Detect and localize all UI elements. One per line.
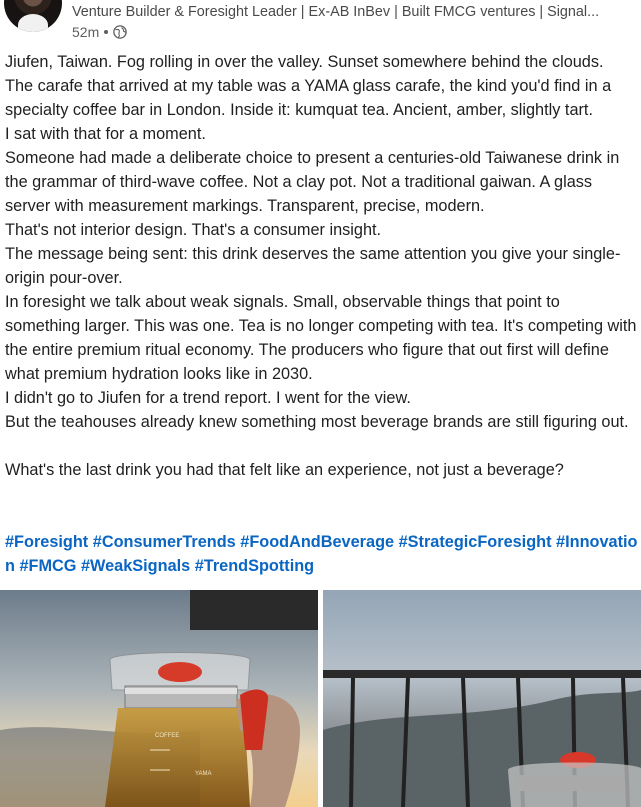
- hashtag-link[interactable]: #TrendSpotting: [194, 557, 315, 575]
- hashtag-list: [5, 530, 638, 578]
- hashtag-link[interactable]: #FMCG: [19, 557, 77, 575]
- post-paragraph: But the teahouses already knew something most beverage brands are still figuring out.: [5, 413, 629, 431]
- author-subtitle: Venture Builder & Foresight Leader | Ex-AB InBev | Built FMCG ventures | Signal...: [72, 4, 600, 20]
- hashtag-link[interactable]: #ConsumerTrends: [92, 533, 236, 551]
- post-meta: [72, 23, 127, 41]
- carafe-label-coffee: COFFEE: [155, 733, 180, 739]
- post-paragraph: The message being sent: this drink deserves the same attention you give your single-origin pour-over.: [5, 245, 621, 287]
- paragraph-spacer: [5, 434, 638, 458]
- globe-icon: [113, 25, 127, 39]
- balcony-photo-illustration: [323, 590, 641, 807]
- post-header: [0, 0, 641, 44]
- separator-dot: [104, 30, 108, 34]
- post-paragraph: I sat with that for a moment.: [5, 125, 206, 143]
- post-paragraph: I didn't go to Jiufen for a trend report. I went for the view.: [5, 389, 411, 407]
- hashtag-link[interactable]: #Foresight: [5, 533, 89, 551]
- post-paragraph: In foresight we talk about weak signals. Small, observable things that point to something larger. This was one. Tea is no longer competing with tea. It's competing with the entire premium ritual economy. The producers who figure that out first will define what premium hydration looks like in 2030.: [5, 293, 637, 383]
- post-paragraph: Jiufen, Taiwan. Fog rolling in over the valley. Sunset somewhere behind the clouds.: [5, 53, 604, 71]
- post-question: What's the last drink you had that felt like an experience, not just a beverage?: [5, 461, 564, 479]
- photo-balcony-view[interactable]: [323, 590, 641, 807]
- carafe-photo-illustration: [0, 590, 318, 807]
- carafe-label-yama: YAMA: [195, 771, 212, 777]
- hashtag-link[interactable]: #WeakSignals: [81, 557, 191, 575]
- post-paragraph: The carafe that arrived at my table was a YAMA glass carafe, the kind you'd find in a specialty coffee bar in London. Inside it: kumquat tea. Ancient, amber, slightly tart.: [5, 77, 612, 119]
- post-time: 52m: [72, 24, 100, 40]
- post-body: [5, 50, 638, 482]
- author-avatar[interactable]: [4, 0, 62, 32]
- photo-carafe-hand[interactable]: [0, 590, 318, 807]
- post-paragraph: Someone had made a deliberate choice to present a centuries-old Taiwanese drink in the grammar of third-wave coffee. Not a clay pot. Not a traditional gaiwan. A glass server with measurement markings. Transparent, precise, modern.: [5, 149, 620, 215]
- hashtag-link[interactable]: #FoodAndBeverage: [240, 533, 395, 551]
- post-paragraph: That's not interior design. That's a consumer insight.: [5, 221, 382, 239]
- hashtag-link[interactable]: #Innovation: [5, 533, 638, 575]
- hashtag-link[interactable]: #StrategicForesight: [398, 533, 552, 551]
